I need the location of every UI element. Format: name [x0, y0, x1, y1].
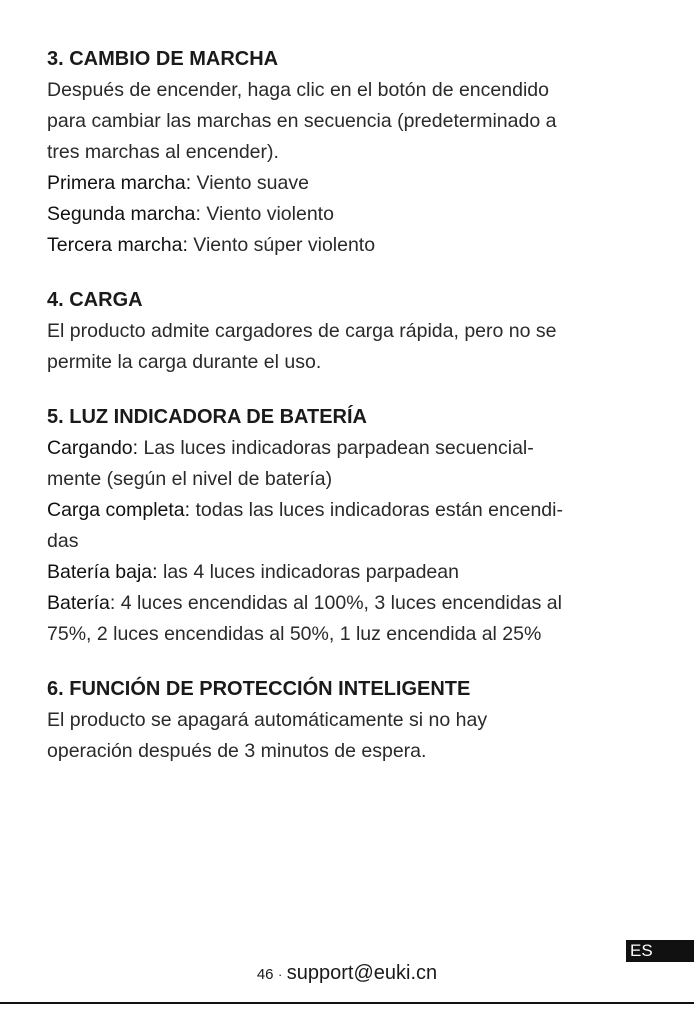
paragraph-line: para cambiar las marchas en secuencia (predeterminado a — [47, 110, 557, 132]
item-term: Carga completa: — [47, 499, 191, 521]
item-term: Tercera marcha: — [47, 234, 188, 256]
page-number: 46 — [256, 966, 274, 983]
item-text: : Viento violento — [195, 203, 334, 225]
item-text: todas las luces indicadoras están encendi- — [190, 499, 563, 521]
item-term: Batería — [47, 592, 110, 614]
section-heading: 5. LUZ INDICADORA DE BATERÍA — [47, 406, 367, 428]
item-text: : 4 luces encendidas al 100%, 3 luces encendidas al — [109, 592, 562, 614]
section-heading: 6. FUNCIÓN DE PROTECCIÓN INTELIGENTE — [47, 678, 471, 700]
paragraph-line: permite la carga durante el uso. — [47, 351, 322, 373]
gear-item-first — [47, 168, 647, 199]
section-gear-change — [47, 44, 647, 261]
item-text: Las luces indicadoras parpadean secuencial- — [138, 437, 534, 459]
paragraph-line: mente (según el nivel de batería) — [47, 468, 333, 490]
item-text: Viento suave — [191, 172, 309, 194]
language-tab: ES — [626, 940, 694, 962]
item-text: las 4 luces indicadoras parpadean — [157, 561, 459, 583]
item-term: Segunda marcha — [47, 203, 196, 225]
paragraph-line: tres marchas al encender). — [47, 141, 279, 163]
item-term: Cargando: — [47, 437, 139, 459]
bottom-rule — [0, 1002, 694, 1004]
paragraph-line: Después de encender, haga clic en el botón de encendido — [47, 79, 549, 101]
item-text: Viento súper violento — [187, 234, 376, 256]
paragraph-line: operación después de 3 minutos de espera. — [47, 740, 427, 762]
section-heading: 3. CAMBIO DE MARCHA — [47, 48, 279, 70]
item-term: Batería baja: — [47, 561, 158, 583]
battery-item-low — [47, 557, 647, 588]
battery-item-charging — [47, 433, 647, 464]
item-term: Primera marcha: — [47, 172, 192, 194]
battery-item-full — [47, 495, 647, 526]
gear-item-third — [47, 230, 647, 261]
section-battery-indicator — [47, 402, 647, 650]
section-smart-protection — [47, 674, 647, 767]
gear-item-second — [47, 199, 647, 230]
paragraph-line: El producto admite cargadores de carga rápida, pero no se — [47, 320, 557, 342]
paragraph-line: 75%, 2 luces encendidas al 50%, 1 luz encendida al 25% — [47, 623, 542, 645]
paragraph-line: das — [47, 530, 79, 552]
battery-item-levels — [47, 588, 647, 619]
manual-content — [47, 44, 647, 791]
support-email: support@euki.cn — [286, 962, 438, 984]
footer-separator: · — [277, 967, 283, 982]
page-footer — [0, 959, 694, 989]
section-heading: 4. CARGA — [47, 289, 143, 311]
section-charging — [47, 285, 647, 378]
paragraph-line: El producto se apagará automáticamente si no hay — [47, 709, 488, 731]
